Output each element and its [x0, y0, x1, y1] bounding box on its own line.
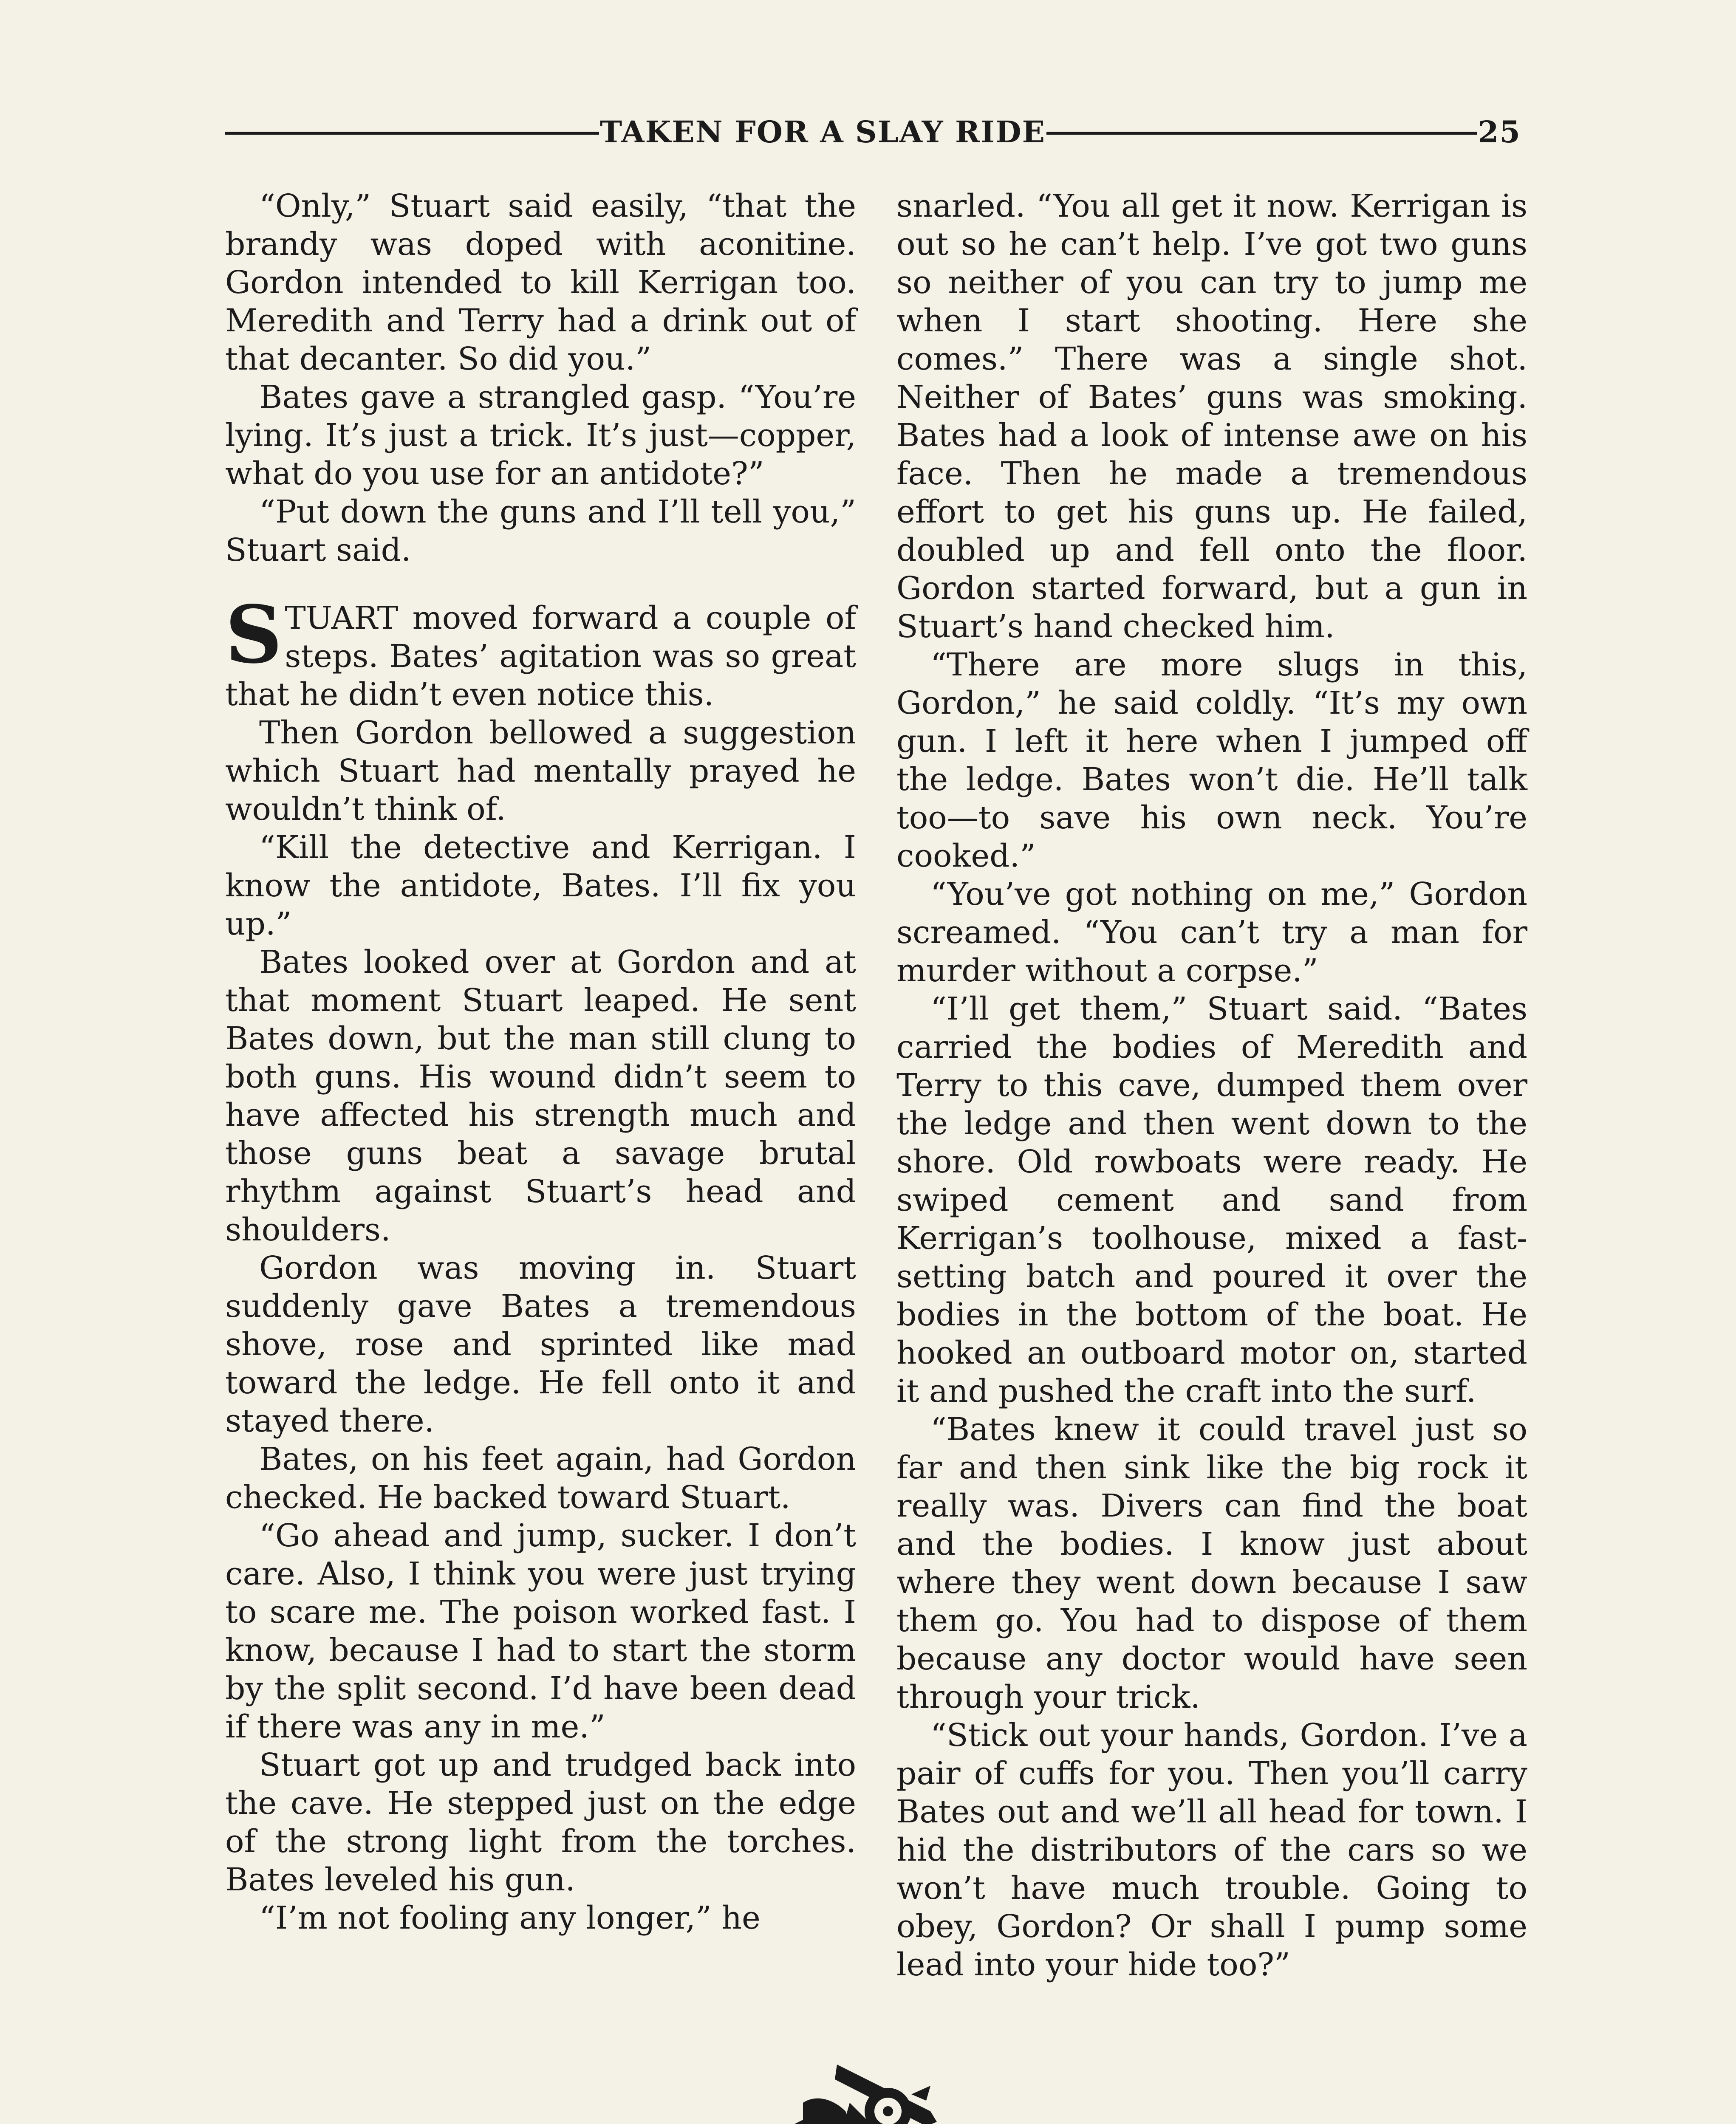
paragraph: “Go ahead and jump, sucker. I don’t care. Also, I think you were just trying to scare me. The poison worked fast. I know, because I had to start the storm by the split second. I’d have been dead if there was any in me.”: [225, 1517, 856, 1745]
text-column-left: [225, 187, 856, 2056]
section-paragraph-text: TUART moved forward a couple of steps. Bates’ agitation was so great that he didn’t even notice this.: [225, 600, 856, 713]
paragraph: Bates, on his feet again, had Gordon checked. He backed toward Stuart.: [225, 1441, 856, 1516]
running-header: [225, 108, 1521, 155]
paragraph: Gordon was moving in. Stuart suddenly gave Bates a tremendous shove, rose and sprinted like mad toward the ledge. He fell onto it and stayed there.: [225, 1250, 856, 1439]
story-title: TAKEN FOR A SLAY RIDE: [600, 114, 1046, 150]
revolver-icon: [790, 2048, 960, 2124]
section-paragraph: [225, 588, 856, 714]
drop-cap: S: [225, 588, 283, 681]
paragraph: “I’ll get them,” Stuart said. “Bates carried the bodies of Meredith and Terry to this cave, dumped them over the ledge and then went down to the shore. Old rowboats were ready. He swiped cement and sand from Kerrigan’s toolhouse, mixed a fast-setting batch and poured it over the bodies in the bottom of the boat. He hooked an outboard motor on, started it and pushed the craft into the surf.: [896, 991, 1527, 1409]
header-rule-left: [225, 132, 599, 135]
paragraph: “Stick out your hands, Gordon. I’ve a pair of cuffs for you. Then you’ll carry Bates out and we’ll all head for town. I hid the distributors of the cars so we won’t have much trouble. Going to obey, Gordon? Or shall I pump some lead into your hide too?”: [896, 1717, 1527, 1983]
paragraph: “I’m not fooling any longer,” he: [259, 1900, 761, 1936]
paragraph: “Only,” Stuart said easily, “that the brandy was doped with aconitine. Gordon intended to kill Kerrigan too. Meredith and Terry had a drink out of that decanter. So did you.”: [225, 188, 856, 377]
paragraph: “Kill the detective and Kerrigan. I know the antidote, Bates. I’ll fix you up.”: [225, 829, 856, 942]
paragraph: “Bates knew it could travel just so far and then sink like the big rock it really was. Divers can find the boat and the bodies. I know just about where they went down because I saw them go. You had to dispose of them because any doctor would have seen through your trick.: [896, 1411, 1527, 1715]
paragraph: Bates looked over at Gordon and at that moment Stuart leaped. He sent Bates down, but the man still clung to both guns. His wound didn’t seem to have affected his strength much and those guns beat a savage brutal rhythm against Stuart’s head and shoulders.: [225, 944, 856, 1248]
paragraph-continued: snarled. “You all get it now. Kerrigan is out so he can’t help. I’ve got two guns so neither of you can try to jump me when I start shooting. Here she comes.” There was a single shot. Neither of Bates’ guns was smoking. Bates had a look of intense awe on his face. Then he made a tremendous effort to get his guns up. He failed, doubled up and fell onto the floor. Gordon started forward, but a gun in Stuart’s hand checked him.: [896, 188, 1527, 645]
paragraph: “There are more slugs in this, Gordon,” he said coldly. “It’s my own gun. I left it here when I jumped off the ledge. Bates won’t die. He’ll talk too—to save his own neck. You’re cooked.”: [896, 647, 1527, 874]
paragraph: “Put down the guns and I’ll tell you,” Stuart said.: [225, 494, 856, 568]
text-column-right: [896, 187, 1527, 2056]
paragraph: Stuart got up and trudged back into the cave. He stepped just on the edge of the strong light from the torches. Bates leveled his gun.: [225, 1747, 856, 1898]
paragraph: Bates gave a strangled gasp. “You’re lying. It’s just a trick. It’s just—copper, what do you use for an antidote?”: [225, 379, 856, 492]
paragraph: Then Gordon bellowed a suggestion which Stuart had mentally prayed he wouldn’t think of.: [225, 715, 856, 828]
paragraph: “You’ve got nothing on me,” Gordon screamed. “You can’t try a man for murder without a corpse.”: [896, 876, 1527, 989]
header-rule-right: [1046, 132, 1477, 135]
page-number: 25: [1478, 114, 1521, 150]
